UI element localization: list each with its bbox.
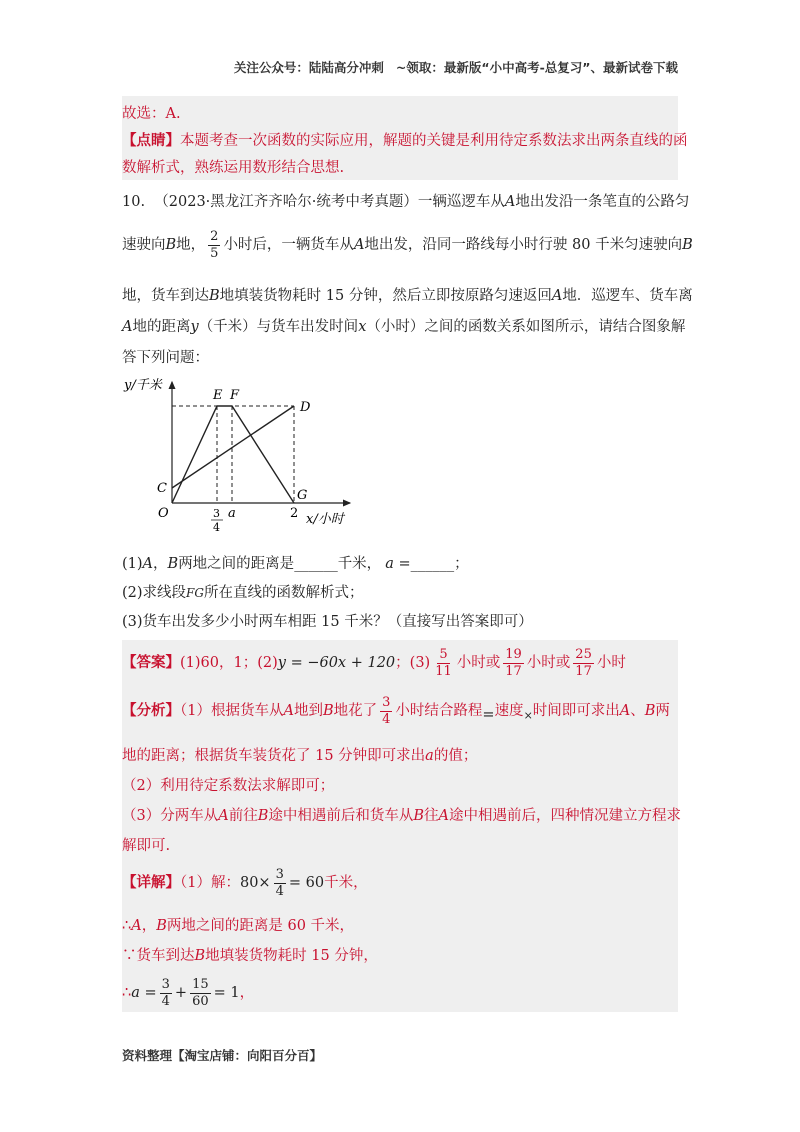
- answer-frac-3: $\frac{25}{17}$: [575, 647, 592, 679]
- patrol-car-line: [172, 406, 294, 488]
- answer-frac-2: $\frac{19}{17}$: [505, 647, 522, 679]
- tick-2-label: 2: [290, 506, 299, 521]
- sub-question-3: (3)货车出发多少小时两车相距 15 千米？（直接写出答案即可）: [122, 614, 533, 630]
- solution-box: [122, 640, 682, 1012]
- analysis-line-4: （3）分两车从A前往B途中相遇前后和货车从B往A途中相遇前后，四种情况建立方程求: [122, 808, 682, 824]
- question-line-5: 答下列问题：: [122, 350, 209, 366]
- detail-line-2: ∴A，B两地之间的距离是 60 千米，: [122, 918, 355, 934]
- page-header: [234, 58, 678, 76]
- analysis-line-1: 【分析】（1）根据货车从A地到B地花了 $\frac{3}{4}$ 小时结合路程=速度$_\times$时间即可求出A、B两: [122, 695, 670, 727]
- comment-line-2: 数解析式，熟练运用数形结合思想.: [122, 160, 345, 176]
- answer-frac-1: $\frac{5}{11}$: [435, 647, 452, 679]
- x-axis-label: x/小时: [306, 512, 344, 527]
- choice-line: 故选：A.: [122, 106, 181, 122]
- question-line-2: 速驶向B地， $\frac{2}{5}$ 小时后，一辆货车从A地出发，沿同一路线每小时行驶 80 千米匀速驶向B: [122, 229, 693, 261]
- truck-line: [172, 406, 294, 503]
- point-g-label: G: [297, 488, 308, 503]
- header-right: ~领取：最新版“小中高考-总复习”、最新试卷下载: [395, 60, 678, 75]
- detail-frac-a1: $\frac{3}{4}$: [161, 977, 170, 1009]
- sub-question-1: (1)A，B两地之间的距离是______千米， a =______；: [122, 556, 469, 572]
- detail-line-1: 【详解】（1）解：80× $\frac{3}{4}$ = 60千米，: [122, 867, 368, 899]
- tick-frac-den: 4: [213, 521, 220, 534]
- page-footer: 资料整理【淘宝店铺：向阳百分百】: [122, 1048, 323, 1063]
- function-graph: [120, 368, 370, 538]
- header-left: 关注公众号：陆陆高分冲刺: [233, 60, 384, 75]
- tick-frac-num: 3: [213, 507, 220, 520]
- analysis-line-5: 解即可.: [122, 838, 171, 854]
- detail-line-4: ∴a = $\frac{3}{4}$ + $\frac{15}{60}$ = 1，: [122, 977, 255, 1009]
- previous-solution-box: [122, 96, 688, 180]
- question-line-3: 地，货车到达B地填装货物耗时 15 分钟，然后立即按原路匀速返回A地．巡逻车、货车离: [122, 288, 693, 304]
- analysis-line-3: （2）利用待定系数法求解即可；: [122, 778, 335, 794]
- detail-frac: $\frac{3}{4}$: [275, 867, 284, 899]
- y-axis-label: y/千米: [124, 378, 162, 393]
- point-d-label: D: [300, 400, 311, 415]
- point-f-label: F: [230, 388, 240, 403]
- tick-a-label: a: [228, 506, 236, 521]
- analysis-frac: $\frac{3}{4}$: [382, 695, 391, 727]
- fraction-2-5: $\frac{2}{5}$: [210, 229, 219, 261]
- analysis-line-2: 地的距离；根据货车装货花了 15 分钟即可求出a的值；: [122, 748, 478, 764]
- point-e-label: E: [213, 388, 223, 403]
- answer-line: 【答案】(1)60，1；(2)y = −60x + 120；(3) $\frac{5}{11}$ 小时或 $\frac{19}{17}$ 小时或 $\frac{25}{17}$ 小时: [122, 647, 626, 679]
- detail-line-3: ∵货车到达B地填装货物耗时 15 分钟，: [122, 948, 378, 964]
- sub-questions: [122, 548, 678, 638]
- sub-question-2: (2)求线段FG所在直线的函数解析式；: [122, 585, 364, 601]
- point-c-label: C: [157, 481, 167, 496]
- detail-frac-a2: $\frac{15}{60}$: [192, 977, 209, 1009]
- question-10: [122, 186, 693, 376]
- comment-line-1: 【点睛】本题考查一次函数的实际应用，解题的关键是利用待定系数法求出两条直线的函: [122, 132, 688, 149]
- question-line-1: 10. （2023·黑龙江齐齐哈尔·统考中考真题）一辆巡逻车从A地出发沿一条笔直的公路匀: [122, 194, 690, 210]
- question-line-4: A地的距离y（千米）与货车出发时间x（小时）之间的函数关系如图所示，请结合图象解: [122, 319, 686, 335]
- point-o-label: O: [158, 506, 169, 521]
